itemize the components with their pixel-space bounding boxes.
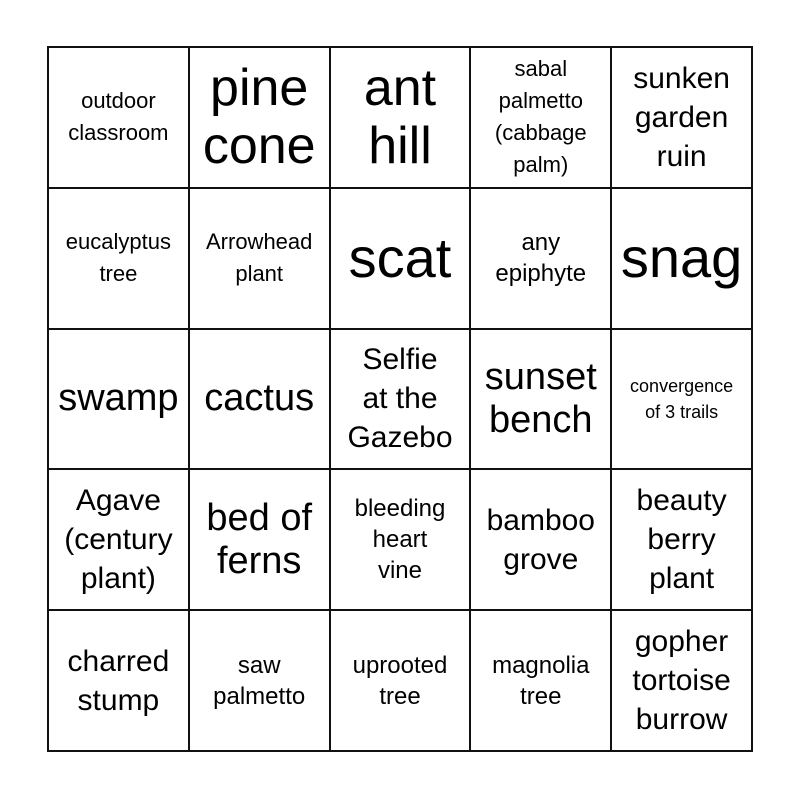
bingo-cell-r2c5[interactable] <box>612 189 753 330</box>
cell-label: bamboo grove <box>486 503 595 576</box>
bingo-cell-r4c4[interactable] <box>471 470 612 611</box>
cell-label: snag <box>620 226 743 290</box>
bingo-cell-r2c2[interactable] <box>190 189 331 330</box>
bingo-cell-r4c2[interactable] <box>190 470 331 611</box>
bingo-board <box>47 46 753 752</box>
cell-label: sunset bench <box>484 355 597 441</box>
bingo-cell-r1c1[interactable] <box>49 48 190 189</box>
bingo-cell-r1c2[interactable] <box>190 48 331 189</box>
bingo-cell-r4c3[interactable] <box>331 470 472 611</box>
bingo-cell-r1c3[interactable] <box>331 48 472 189</box>
bingo-cell-r2c4[interactable] <box>471 189 612 330</box>
bingo-cell-r1c4[interactable] <box>471 48 612 189</box>
bingo-cell-r2c3[interactable] <box>331 189 472 330</box>
bingo-cell-r3c4[interactable] <box>471 330 612 471</box>
cell-label: eucalyptus tree <box>65 229 171 287</box>
bingo-cell-r5c2[interactable] <box>190 611 331 752</box>
bingo-cell-r4c1[interactable] <box>49 470 190 611</box>
bingo-cell-r5c5[interactable] <box>612 611 753 752</box>
cell-label: sunken garden ruin <box>633 61 730 173</box>
bingo-cell-r3c2[interactable] <box>190 330 331 471</box>
cell-label: bed of ferns <box>206 496 313 582</box>
cell-label: uprooted tree <box>352 651 448 710</box>
cell-label: saw palmetto <box>213 651 306 710</box>
cell-label: ant hill <box>363 59 437 176</box>
cell-label: scat <box>348 226 452 290</box>
bingo-cell-r2c1[interactable] <box>49 189 190 330</box>
cell-label: outdoor classroom <box>68 88 169 146</box>
bingo-cell-r1c5[interactable] <box>612 48 753 189</box>
bingo-cell-r5c1[interactable] <box>49 611 190 752</box>
cell-label: bleeding heart vine <box>354 495 446 585</box>
cell-label: Arrowhead plant <box>206 229 313 287</box>
bingo-cell-r3c3[interactable] <box>331 330 472 471</box>
bingo-cell-r5c4[interactable] <box>471 611 612 752</box>
cell-label: any epiphyte <box>495 229 587 288</box>
cell-label: cactus <box>204 377 315 420</box>
cell-label: sabal palmetto (cabbage palm) <box>494 56 587 178</box>
cell-label: Agave (century plant) <box>64 484 173 596</box>
cell-label: pine cone <box>202 59 316 176</box>
cell-label: charred stump <box>67 644 170 717</box>
cell-label: beauty berry plant <box>636 484 727 596</box>
cell-label: swamp <box>58 377 179 420</box>
cell-label: magnolia tree <box>492 651 590 710</box>
cell-label: convergence of 3 trails <box>630 375 734 422</box>
bingo-cell-r5c3[interactable] <box>331 611 472 752</box>
cell-label: Selfie at the Gazebo <box>347 343 453 455</box>
bingo-cell-r3c1[interactable] <box>49 330 190 471</box>
bingo-cell-r3c5[interactable] <box>612 330 753 471</box>
bingo-cell-r4c5[interactable] <box>612 470 753 611</box>
cell-label: gopher tortoise burrow <box>632 625 731 737</box>
